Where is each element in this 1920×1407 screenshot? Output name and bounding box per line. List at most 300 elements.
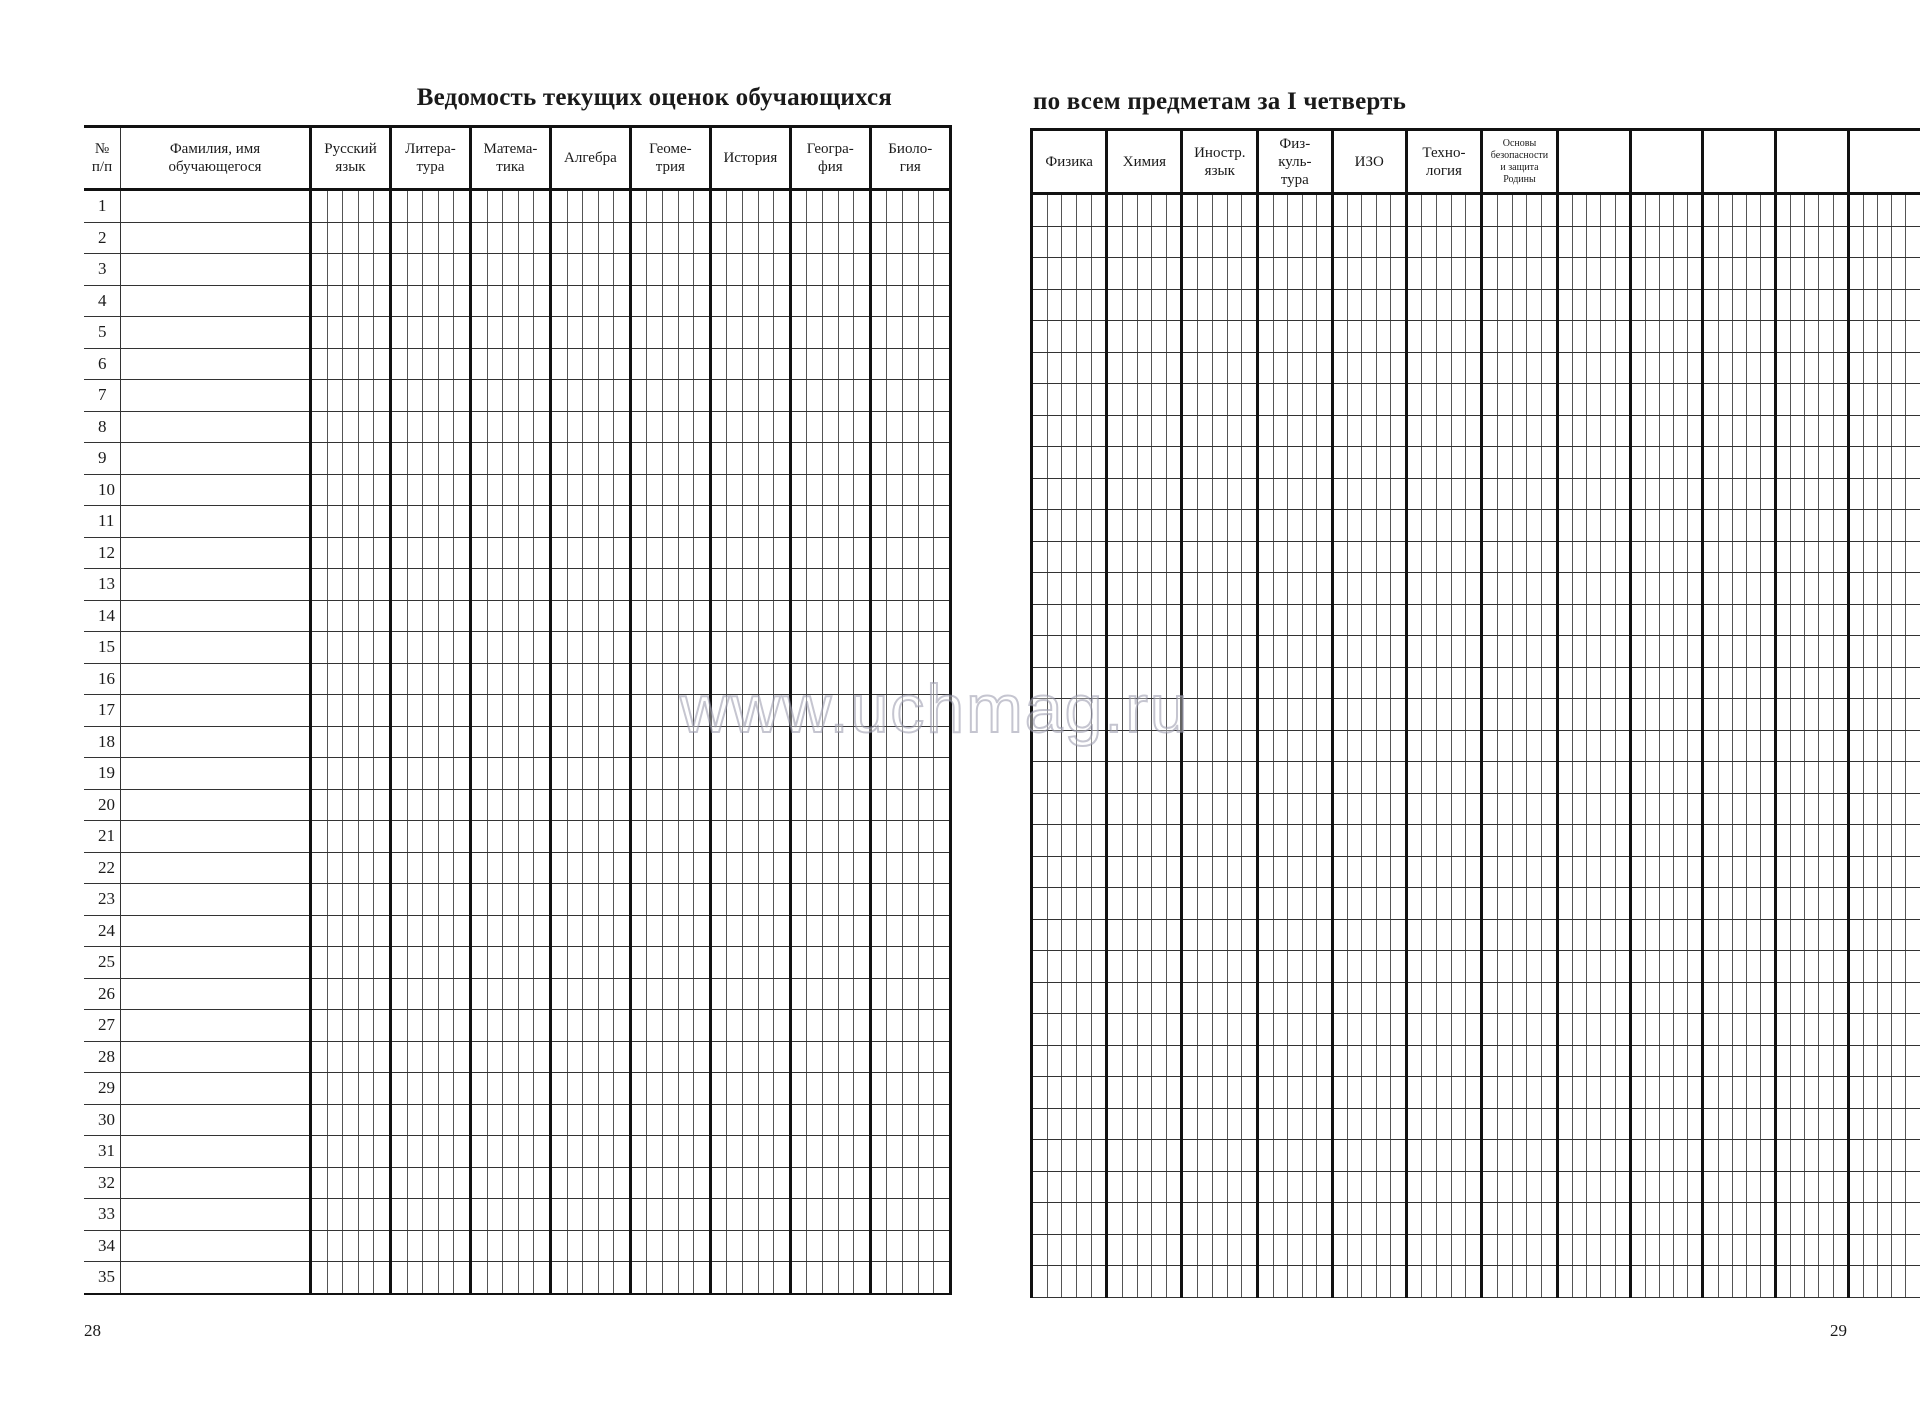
grade-cell[interactable] bbox=[1848, 604, 1863, 636]
grade-cell[interactable] bbox=[1242, 1171, 1258, 1203]
grade-cell[interactable] bbox=[1107, 730, 1123, 762]
grade-cell[interactable] bbox=[1848, 699, 1863, 731]
grade-cell[interactable] bbox=[343, 254, 359, 286]
grade-cell[interactable] bbox=[358, 506, 374, 538]
grade-cell[interactable] bbox=[1273, 321, 1288, 353]
grade-cell[interactable] bbox=[1137, 541, 1152, 573]
grade-cell[interactable] bbox=[710, 915, 727, 947]
grade-cell[interactable] bbox=[1122, 1171, 1137, 1203]
grade-cell[interactable] bbox=[758, 1199, 774, 1231]
grade-cell[interactable] bbox=[1659, 793, 1673, 825]
grade-cell[interactable] bbox=[1791, 1014, 1805, 1046]
grade-cell[interactable] bbox=[1362, 856, 1376, 888]
grade-cell[interactable] bbox=[1791, 699, 1805, 731]
grade-cell[interactable] bbox=[1630, 888, 1645, 920]
grade-cell[interactable] bbox=[1587, 1234, 1601, 1266]
grade-cell[interactable] bbox=[1362, 919, 1376, 951]
grade-cell[interactable] bbox=[1466, 1014, 1482, 1046]
grade-cell[interactable] bbox=[1732, 478, 1746, 510]
grade-cell[interactable] bbox=[1376, 730, 1390, 762]
grade-cell[interactable] bbox=[1122, 478, 1137, 510]
grade-cell[interactable] bbox=[1746, 1014, 1760, 1046]
grade-cell[interactable] bbox=[838, 884, 854, 916]
grade-cell[interactable] bbox=[550, 632, 567, 664]
grade-cell[interactable] bbox=[374, 190, 391, 223]
grade-cell[interactable] bbox=[1805, 1045, 1819, 1077]
grade-cell[interactable] bbox=[1302, 762, 1317, 794]
grade-cell[interactable] bbox=[1032, 1140, 1048, 1172]
grade-cell[interactable] bbox=[1892, 825, 1906, 857]
grade-cell[interactable] bbox=[1906, 384, 1920, 416]
grade-cell[interactable] bbox=[1302, 636, 1317, 668]
grade-cell[interactable] bbox=[790, 1167, 807, 1199]
grade-cell[interactable] bbox=[1198, 762, 1213, 794]
grade-cell[interactable] bbox=[1805, 415, 1819, 447]
grade-cell[interactable] bbox=[727, 1104, 743, 1136]
grade-cell[interactable] bbox=[390, 600, 407, 632]
grade-cell[interactable] bbox=[870, 1262, 887, 1294]
grade-cell[interactable] bbox=[790, 758, 807, 790]
grade-cell[interactable] bbox=[1542, 1171, 1558, 1203]
grade-cell[interactable] bbox=[1688, 762, 1703, 794]
grade-cell[interactable] bbox=[407, 537, 423, 569]
grade-cell[interactable] bbox=[1659, 604, 1673, 636]
grade-cell[interactable] bbox=[567, 663, 583, 695]
grade-cell[interactable] bbox=[934, 254, 951, 286]
grade-cell[interactable] bbox=[487, 915, 503, 947]
grade-cell[interactable] bbox=[1198, 1140, 1213, 1172]
grade-cell[interactable] bbox=[1137, 415, 1152, 447]
grade-cell[interactable] bbox=[902, 884, 918, 916]
grade-cell[interactable] bbox=[727, 1167, 743, 1199]
grade-cell[interactable] bbox=[1091, 415, 1107, 447]
grade-cell[interactable] bbox=[902, 348, 918, 380]
grade-cell[interactable] bbox=[311, 506, 328, 538]
grade-cell[interactable] bbox=[1674, 604, 1688, 636]
grade-cell[interactable] bbox=[1557, 1140, 1572, 1172]
grade-cell[interactable] bbox=[1258, 793, 1274, 825]
grade-cell[interactable] bbox=[1391, 573, 1406, 605]
grade-cell[interactable] bbox=[1587, 321, 1601, 353]
grade-cell[interactable] bbox=[1760, 667, 1775, 699]
grade-cell[interactable] bbox=[870, 821, 887, 853]
grade-cell[interactable] bbox=[1362, 194, 1376, 227]
grade-cell[interactable] bbox=[1573, 415, 1587, 447]
grade-cell[interactable] bbox=[1746, 856, 1760, 888]
grade-cell[interactable] bbox=[823, 1167, 839, 1199]
grade-cell[interactable] bbox=[1481, 888, 1497, 920]
grade-cell[interactable] bbox=[854, 758, 871, 790]
grade-cell[interactable] bbox=[1406, 415, 1422, 447]
grade-cell[interactable] bbox=[1776, 604, 1791, 636]
grade-cell[interactable] bbox=[1497, 194, 1512, 227]
grade-cell[interactable] bbox=[374, 1262, 391, 1294]
grade-cell[interactable] bbox=[1152, 226, 1167, 258]
grade-cell[interactable] bbox=[1718, 1266, 1732, 1298]
grade-cell[interactable] bbox=[870, 947, 887, 979]
grade-cell[interactable] bbox=[854, 411, 871, 443]
grade-cell[interactable] bbox=[1906, 1077, 1920, 1109]
grade-cell[interactable] bbox=[1601, 258, 1615, 290]
grade-cell[interactable] bbox=[438, 254, 454, 286]
grade-cell[interactable] bbox=[1198, 541, 1213, 573]
grade-cell[interactable] bbox=[1391, 1014, 1406, 1046]
grade-cell[interactable] bbox=[487, 1104, 503, 1136]
grade-cell[interactable] bbox=[1166, 1234, 1182, 1266]
grade-cell[interactable] bbox=[1688, 1266, 1703, 1298]
grade-cell[interactable] bbox=[1047, 951, 1062, 983]
grade-cell[interactable] bbox=[1615, 982, 1630, 1014]
grade-cell[interactable] bbox=[567, 1041, 583, 1073]
grade-cell[interactable] bbox=[934, 380, 951, 412]
grade-cell[interactable] bbox=[1107, 1266, 1123, 1298]
grade-cell[interactable] bbox=[1212, 1203, 1227, 1235]
grade-cell[interactable] bbox=[390, 726, 407, 758]
grade-cell[interactable] bbox=[1746, 793, 1760, 825]
grade-cell[interactable] bbox=[1688, 194, 1703, 227]
grade-cell[interactable] bbox=[1437, 352, 1452, 384]
grade-cell[interactable] bbox=[1422, 226, 1437, 258]
grade-cell[interactable] bbox=[1437, 1171, 1452, 1203]
grade-cell[interactable] bbox=[1451, 1203, 1466, 1235]
grade-cell[interactable] bbox=[1422, 447, 1437, 479]
grade-cell[interactable] bbox=[902, 474, 918, 506]
grade-cell[interactable] bbox=[407, 1136, 423, 1168]
grade-cell[interactable] bbox=[1497, 541, 1512, 573]
grade-cell[interactable] bbox=[1332, 226, 1347, 258]
grade-cell[interactable] bbox=[1391, 1077, 1406, 1109]
grade-cell[interactable] bbox=[1376, 919, 1390, 951]
grade-cell[interactable] bbox=[1645, 573, 1659, 605]
grade-cell[interactable] bbox=[1542, 478, 1558, 510]
grade-cell[interactable] bbox=[311, 1199, 328, 1231]
grade-cell[interactable] bbox=[823, 506, 839, 538]
grade-cell[interactable] bbox=[1645, 1171, 1659, 1203]
grade-cell[interactable] bbox=[774, 947, 791, 979]
grade-cell[interactable] bbox=[1437, 825, 1452, 857]
grade-cell[interactable] bbox=[1601, 510, 1615, 542]
grade-cell[interactable] bbox=[663, 1167, 679, 1199]
grade-cell[interactable] bbox=[374, 852, 391, 884]
grade-cell[interactable] bbox=[1587, 258, 1601, 290]
grade-cell[interactable] bbox=[1674, 1266, 1688, 1298]
grade-cell[interactable] bbox=[630, 348, 647, 380]
student-name-cell[interactable] bbox=[121, 537, 311, 569]
grade-cell[interactable] bbox=[1805, 541, 1819, 573]
grade-cell[interactable] bbox=[1688, 1171, 1703, 1203]
grade-cell[interactable] bbox=[823, 190, 839, 223]
grade-cell[interactable] bbox=[1746, 888, 1760, 920]
grade-cell[interactable] bbox=[630, 947, 647, 979]
grade-cell[interactable] bbox=[614, 600, 631, 632]
grade-cell[interactable] bbox=[1587, 856, 1601, 888]
grade-cell[interactable] bbox=[630, 1010, 647, 1042]
grade-cell[interactable] bbox=[534, 726, 551, 758]
grade-cell[interactable] bbox=[358, 1136, 374, 1168]
grade-cell[interactable] bbox=[1587, 415, 1601, 447]
grade-cell[interactable] bbox=[1062, 226, 1077, 258]
grade-cell[interactable] bbox=[1032, 194, 1048, 227]
grade-cell[interactable] bbox=[454, 1136, 471, 1168]
grade-cell[interactable] bbox=[1107, 919, 1123, 951]
grade-cell[interactable] bbox=[1848, 1014, 1863, 1046]
student-name-cell[interactable] bbox=[121, 821, 311, 853]
grade-cell[interactable] bbox=[1258, 1266, 1274, 1298]
grade-cell[interactable] bbox=[1047, 762, 1062, 794]
grade-cell[interactable] bbox=[550, 317, 567, 349]
grade-cell[interactable] bbox=[550, 569, 567, 601]
grade-cell[interactable] bbox=[934, 695, 951, 727]
grade-cell[interactable] bbox=[518, 663, 534, 695]
grade-cell[interactable] bbox=[1332, 1203, 1347, 1235]
grade-cell[interactable] bbox=[1107, 1140, 1123, 1172]
grade-cell[interactable] bbox=[823, 1010, 839, 1042]
grade-cell[interactable] bbox=[1645, 321, 1659, 353]
grade-cell[interactable] bbox=[790, 852, 807, 884]
grade-cell[interactable] bbox=[678, 758, 694, 790]
grade-cell[interactable] bbox=[1348, 856, 1362, 888]
grade-cell[interactable] bbox=[311, 443, 328, 475]
grade-cell[interactable] bbox=[774, 348, 791, 380]
grade-cell[interactable] bbox=[1688, 573, 1703, 605]
grade-cell[interactable] bbox=[598, 1136, 614, 1168]
grade-cell[interactable] bbox=[1497, 636, 1512, 668]
grade-cell[interactable] bbox=[854, 1010, 871, 1042]
grade-cell[interactable] bbox=[1746, 1171, 1760, 1203]
grade-cell[interactable] bbox=[407, 1262, 423, 1294]
grade-cell[interactable] bbox=[438, 947, 454, 979]
grade-cell[interactable] bbox=[1077, 226, 1092, 258]
grade-cell[interactable] bbox=[823, 695, 839, 727]
grade-cell[interactable] bbox=[1573, 541, 1587, 573]
grade-cell[interactable] bbox=[1732, 1234, 1746, 1266]
grade-cell[interactable] bbox=[1182, 1203, 1198, 1235]
student-name-cell[interactable] bbox=[121, 222, 311, 254]
grade-cell[interactable] bbox=[1557, 982, 1572, 1014]
grade-cell[interactable] bbox=[567, 1073, 583, 1105]
grade-cell[interactable] bbox=[1819, 1234, 1833, 1266]
grade-cell[interactable] bbox=[518, 474, 534, 506]
grade-cell[interactable] bbox=[1091, 856, 1107, 888]
grade-cell[interactable] bbox=[1892, 226, 1906, 258]
grade-cell[interactable] bbox=[663, 758, 679, 790]
grade-cell[interactable] bbox=[1630, 541, 1645, 573]
grade-cell[interactable] bbox=[1137, 604, 1152, 636]
grade-cell[interactable] bbox=[487, 380, 503, 412]
grade-cell[interactable] bbox=[743, 285, 759, 317]
grade-cell[interactable] bbox=[614, 789, 631, 821]
grade-cell[interactable] bbox=[1732, 604, 1746, 636]
grade-cell[interactable] bbox=[1166, 258, 1182, 290]
grade-cell[interactable] bbox=[1615, 226, 1630, 258]
grade-cell[interactable] bbox=[807, 474, 823, 506]
grade-cell[interactable] bbox=[1406, 982, 1422, 1014]
grade-cell[interactable] bbox=[1391, 951, 1406, 983]
grade-cell[interactable] bbox=[1258, 1171, 1274, 1203]
grade-cell[interactable] bbox=[1152, 258, 1167, 290]
grade-cell[interactable] bbox=[1703, 793, 1718, 825]
grade-cell[interactable] bbox=[1047, 352, 1062, 384]
grade-cell[interactable] bbox=[1152, 1140, 1167, 1172]
grade-cell[interactable] bbox=[1422, 510, 1437, 542]
grade-cell[interactable] bbox=[1077, 699, 1092, 731]
grade-cell[interactable] bbox=[423, 1073, 439, 1105]
grade-cell[interactable] bbox=[550, 884, 567, 916]
grade-cell[interactable] bbox=[487, 1010, 503, 1042]
grade-cell[interactable] bbox=[1746, 1140, 1760, 1172]
grade-cell[interactable] bbox=[1732, 1203, 1746, 1235]
grade-cell[interactable] bbox=[694, 663, 711, 695]
grade-cell[interactable] bbox=[694, 821, 711, 853]
grade-cell[interactable] bbox=[790, 821, 807, 853]
grade-cell[interactable] bbox=[743, 663, 759, 695]
grade-cell[interactable] bbox=[438, 348, 454, 380]
grade-cell[interactable] bbox=[838, 821, 854, 853]
grade-cell[interactable] bbox=[1062, 667, 1077, 699]
grade-cell[interactable] bbox=[838, 348, 854, 380]
grade-cell[interactable] bbox=[678, 190, 694, 223]
grade-cell[interactable] bbox=[743, 695, 759, 727]
grade-cell[interactable] bbox=[374, 317, 391, 349]
grade-cell[interactable] bbox=[1615, 415, 1630, 447]
grade-cell[interactable] bbox=[870, 632, 887, 664]
grade-cell[interactable] bbox=[583, 695, 599, 727]
grade-cell[interactable] bbox=[902, 978, 918, 1010]
grade-cell[interactable] bbox=[1348, 825, 1362, 857]
grade-cell[interactable] bbox=[1791, 856, 1805, 888]
grade-cell[interactable] bbox=[470, 506, 487, 538]
grade-cell[interactable] bbox=[1317, 1108, 1333, 1140]
grade-cell[interactable] bbox=[1848, 541, 1863, 573]
grade-cell[interactable] bbox=[934, 474, 951, 506]
grade-cell[interactable] bbox=[1317, 1045, 1333, 1077]
grade-cell[interactable] bbox=[902, 1104, 918, 1136]
grade-cell[interactable] bbox=[1497, 1140, 1512, 1172]
grade-cell[interactable] bbox=[1137, 667, 1152, 699]
grade-cell[interactable] bbox=[870, 1073, 887, 1105]
grade-cell[interactable] bbox=[758, 348, 774, 380]
grade-cell[interactable] bbox=[550, 663, 567, 695]
grade-cell[interactable] bbox=[1302, 1077, 1317, 1109]
grade-cell[interactable] bbox=[358, 695, 374, 727]
grade-cell[interactable] bbox=[1833, 258, 1848, 290]
grade-cell[interactable] bbox=[1062, 415, 1077, 447]
grade-cell[interactable] bbox=[1630, 1108, 1645, 1140]
grade-cell[interactable] bbox=[710, 789, 727, 821]
grade-cell[interactable] bbox=[694, 1073, 711, 1105]
grade-cell[interactable] bbox=[838, 506, 854, 538]
grade-cell[interactable] bbox=[1391, 762, 1406, 794]
grade-cell[interactable] bbox=[1332, 1077, 1347, 1109]
grade-cell[interactable] bbox=[934, 317, 951, 349]
grade-cell[interactable] bbox=[887, 884, 903, 916]
grade-cell[interactable] bbox=[694, 1199, 711, 1231]
grade-cell[interactable] bbox=[1406, 699, 1422, 731]
grade-cell[interactable] bbox=[583, 1104, 599, 1136]
grade-cell[interactable] bbox=[1878, 321, 1892, 353]
grade-cell[interactable] bbox=[438, 632, 454, 664]
grade-cell[interactable] bbox=[1906, 415, 1920, 447]
grade-cell[interactable] bbox=[1615, 888, 1630, 920]
grade-cell[interactable] bbox=[1732, 194, 1746, 227]
grade-cell[interactable] bbox=[1451, 510, 1466, 542]
grade-cell[interactable] bbox=[518, 537, 534, 569]
grade-cell[interactable] bbox=[1332, 478, 1347, 510]
grade-cell[interactable] bbox=[1497, 982, 1512, 1014]
grade-cell[interactable] bbox=[1573, 384, 1587, 416]
grade-cell[interactable] bbox=[1077, 604, 1092, 636]
grade-cell[interactable] bbox=[583, 1041, 599, 1073]
grade-cell[interactable] bbox=[934, 947, 951, 979]
grade-cell[interactable] bbox=[1212, 667, 1227, 699]
grade-cell[interactable] bbox=[1451, 352, 1466, 384]
grade-cell[interactable] bbox=[567, 506, 583, 538]
grade-cell[interactable] bbox=[934, 537, 951, 569]
grade-cell[interactable] bbox=[407, 978, 423, 1010]
grade-cell[interactable] bbox=[567, 726, 583, 758]
grade-cell[interactable] bbox=[1601, 289, 1615, 321]
grade-cell[interactable] bbox=[1406, 541, 1422, 573]
grade-cell[interactable] bbox=[934, 348, 951, 380]
grade-cell[interactable] bbox=[1376, 982, 1390, 1014]
grade-cell[interactable] bbox=[1122, 415, 1137, 447]
grade-cell[interactable] bbox=[854, 317, 871, 349]
grade-cell[interactable] bbox=[1557, 825, 1572, 857]
grade-cell[interactable] bbox=[1848, 352, 1863, 384]
grade-cell[interactable] bbox=[1892, 1077, 1906, 1109]
grade-cell[interactable] bbox=[1107, 699, 1123, 731]
grade-cell[interactable] bbox=[1688, 478, 1703, 510]
grade-cell[interactable] bbox=[407, 600, 423, 632]
grade-cell[interactable] bbox=[823, 1041, 839, 1073]
grade-cell[interactable] bbox=[1557, 226, 1572, 258]
grade-cell[interactable] bbox=[1137, 856, 1152, 888]
grade-cell[interactable] bbox=[1791, 258, 1805, 290]
grade-cell[interactable] bbox=[823, 317, 839, 349]
grade-cell[interactable] bbox=[1746, 730, 1760, 762]
grade-cell[interactable] bbox=[1906, 856, 1920, 888]
grade-cell[interactable] bbox=[678, 821, 694, 853]
grade-cell[interactable] bbox=[1332, 289, 1347, 321]
grade-cell[interactable] bbox=[583, 852, 599, 884]
grade-cell[interactable] bbox=[1703, 573, 1718, 605]
grade-cell[interactable] bbox=[1833, 194, 1848, 227]
grade-cell[interactable] bbox=[887, 1199, 903, 1231]
student-name-cell[interactable] bbox=[121, 569, 311, 601]
grade-cell[interactable] bbox=[902, 317, 918, 349]
grade-cell[interactable] bbox=[758, 537, 774, 569]
grade-cell[interactable] bbox=[1892, 289, 1906, 321]
grade-cell[interactable] bbox=[1497, 730, 1512, 762]
grade-cell[interactable] bbox=[1212, 510, 1227, 542]
grade-cell[interactable] bbox=[1557, 1234, 1572, 1266]
grade-cell[interactable] bbox=[1718, 194, 1732, 227]
grade-cell[interactable] bbox=[823, 474, 839, 506]
grade-cell[interactable] bbox=[1107, 1203, 1123, 1235]
grade-cell[interactable] bbox=[487, 569, 503, 601]
grade-cell[interactable] bbox=[1760, 730, 1775, 762]
grade-cell[interactable] bbox=[727, 632, 743, 664]
grade-cell[interactable] bbox=[774, 317, 791, 349]
grade-cell[interactable] bbox=[1317, 888, 1333, 920]
grade-cell[interactable] bbox=[1466, 856, 1482, 888]
grade-cell[interactable] bbox=[1791, 793, 1805, 825]
grade-cell[interactable] bbox=[1451, 194, 1466, 227]
grade-cell[interactable] bbox=[694, 285, 711, 317]
grade-cell[interactable] bbox=[1047, 604, 1062, 636]
grade-cell[interactable] bbox=[1892, 856, 1906, 888]
grade-cell[interactable] bbox=[1227, 1077, 1242, 1109]
